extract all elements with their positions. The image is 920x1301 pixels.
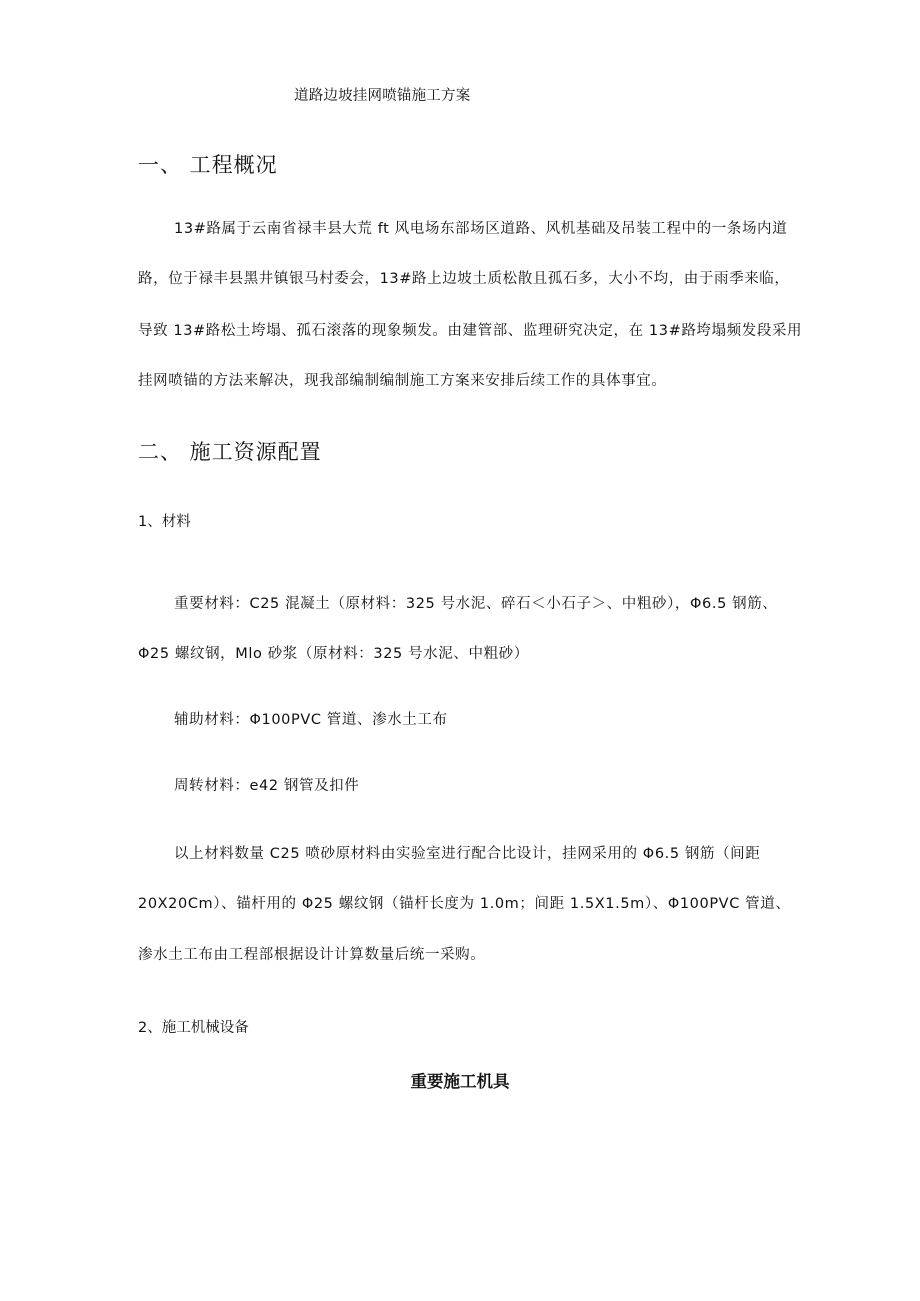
- table-title-main-machinery: 重要施工机具: [410, 1072, 510, 1091]
- paragraph-line: Φ25 螺纹钢，Mlo 砂浆（原材料：325 号水泥、中粗砂）: [138, 646, 529, 662]
- paragraph-line: 渗水土工布由工程部根据设计计算数量后统一采购。: [138, 947, 486, 963]
- paragraph-line: 导致 13#路松土垮塌、孤石滚落的现象频发。由建管部、监理研究决定，在 13#路垮塌频发段采用: [138, 323, 803, 339]
- subsection-heading-materials: 1、材料: [138, 514, 191, 530]
- document-title: 道路边坡挂网喷锚施工方案: [294, 88, 471, 104]
- auxiliary-materials-line: 辅助材料：Φ100PVC 管道、渗水土工布: [174, 712, 448, 728]
- paragraph-line: 20X20Cm）、锚杆用的 Φ25 螺纹钢（锚杆长度为 1.0m；间距 1.5X1.5m）、Φ100PVC 管道、: [138, 896, 791, 912]
- subsection-heading-machinery: 2、施工机械设备: [138, 1020, 249, 1036]
- paragraph-line: 挂网喷锚的方法来解决，现我部编制编制施工方案来安排后续工作的具体事宜。: [138, 373, 667, 389]
- section-heading-project-overview: 一、 工程概况: [138, 153, 278, 177]
- paragraph-line: 以上材料数量 C25 喷砂原材料由实验室进行配合比设计，挂网采用的 Φ6.5 钢筋（间距: [174, 846, 761, 862]
- paragraph-line: 路，位于禄丰县黑井镇银马村委会，13#路上边坡土质松散且孤石多，大小不均，由于雨季来临，: [138, 271, 790, 287]
- section-heading-resource-allocation: 二、 施工资源配置: [138, 440, 322, 464]
- paragraph-line: 13#路属于云南省禄丰县大荒 ft 风电场东部场区道路、风机基础及吊装工程中的一条场内道: [174, 221, 788, 237]
- paragraph-line: 重要材料：C25 混凝土（原材料：325 号水泥、碎石＜小石子＞、中粗砂），Φ6.5 钢筋、: [174, 596, 778, 612]
- turnover-materials-line: 周转材料：e42 钢管及扣件: [174, 778, 360, 794]
